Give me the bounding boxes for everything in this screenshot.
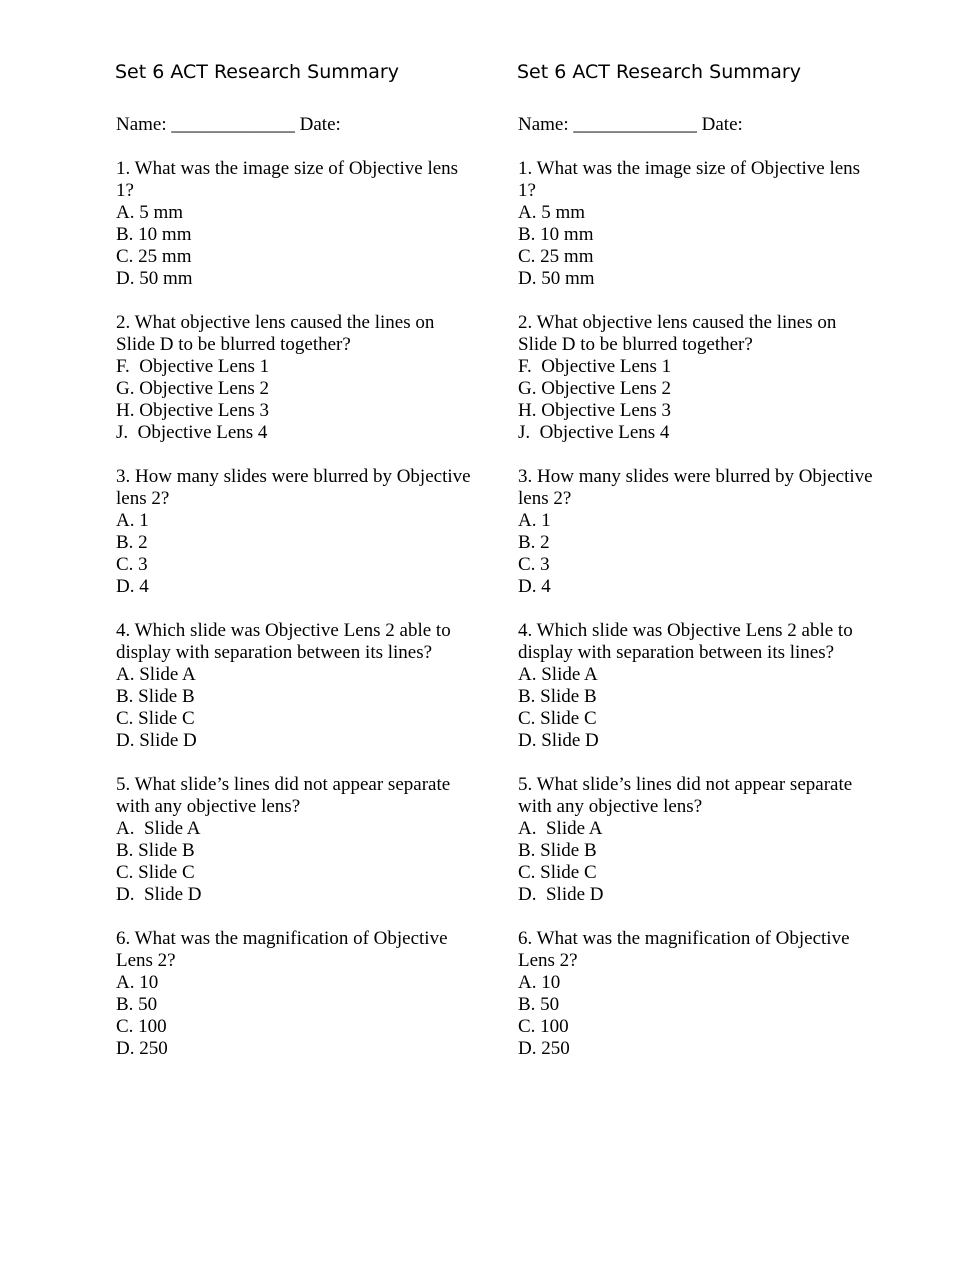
question-text: 3. How many slides were blurred by Objective lens 2? — [518, 466, 873, 509]
question-list — [116, 158, 476, 1060]
answer-option: B. Slide B — [518, 686, 597, 707]
answer-option: C. 3 — [518, 554, 550, 575]
answer-option: A. 5 mm — [116, 202, 184, 223]
answer-option: A. 1 — [116, 510, 149, 531]
question-text: 3. How many slides were blurred by Objective lens 2? — [116, 466, 471, 509]
question-text: 2. What objective lens caused the lines on Slide D to be blurred together? — [116, 312, 435, 355]
answer-option: D. Slide D — [518, 730, 599, 751]
question-5 — [116, 774, 476, 906]
answer-option: A. Slide A — [116, 664, 196, 685]
answer-option: C. 25 mm — [116, 246, 192, 267]
answer-option: D. 4 — [518, 576, 551, 597]
worksheet-title: Set 6 ACT Research Summary — [115, 61, 399, 83]
answer-option: C. 3 — [116, 554, 148, 575]
answer-option: B. 2 — [116, 532, 148, 553]
question-4 — [116, 620, 476, 752]
answer-option: D. 50 mm — [518, 268, 595, 289]
answer-option: B. 2 — [518, 532, 550, 553]
answer-option: G. Objective Lens 2 — [518, 378, 672, 399]
answer-option: A. 10 — [116, 972, 159, 993]
question-text: 4. Which slide was Objective Lens 2 able to display with separation between its lines? — [518, 620, 853, 663]
answer-option: A. Slide A — [518, 818, 603, 839]
question-text: 5. What slide’s lines did not appear separate with any objective lens? — [518, 774, 853, 817]
question-6 — [116, 928, 476, 1060]
answer-option: A. Slide A — [116, 818, 201, 839]
question-list — [518, 158, 878, 1060]
question-1 — [518, 158, 878, 290]
question-2 — [116, 312, 476, 444]
question-2 — [518, 312, 878, 444]
answer-option: C. 100 — [116, 1016, 167, 1037]
answer-option: C. Slide C — [518, 862, 597, 883]
answer-option: G. Objective Lens 2 — [116, 378, 270, 399]
answer-option: B. 10 mm — [116, 224, 192, 245]
question-1 — [116, 158, 476, 290]
answer-option: C. Slide C — [116, 708, 195, 729]
answer-option: D. Slide D — [116, 730, 197, 751]
question-5 — [518, 774, 878, 906]
answer-option: D. 50 mm — [116, 268, 193, 289]
answer-option: D. 250 — [116, 1038, 168, 1059]
question-6 — [518, 928, 878, 1060]
answer-option: B. Slide B — [116, 840, 195, 861]
answer-option: A. Slide A — [518, 664, 598, 685]
worksheet-column-left — [116, 58, 476, 1060]
answer-option: D. 4 — [116, 576, 149, 597]
question-text: 4. Which slide was Objective Lens 2 able to display with separation between its lines? — [116, 620, 451, 663]
question-4 — [518, 620, 878, 752]
answer-option: C. Slide C — [116, 862, 195, 883]
answer-option: D. Slide D — [116, 884, 202, 905]
question-text: 6. What was the magnification of Objective Lens 2? — [116, 928, 448, 971]
answer-option: H. Objective Lens 3 — [116, 400, 270, 421]
answer-option: J. Objective Lens 4 — [116, 422, 268, 443]
question-text: 5. What slide’s lines did not appear separate with any objective lens? — [116, 774, 451, 817]
answer-option: D. Slide D — [518, 884, 604, 905]
answer-option: F. Objective Lens 1 — [518, 356, 672, 377]
name-date-line: Name: _____________ Date: — [518, 114, 743, 135]
answer-option: D. 250 — [518, 1038, 570, 1059]
answer-option: B. Slide B — [116, 686, 195, 707]
answer-option: A. 1 — [518, 510, 551, 531]
question-text: 6. What was the magnification of Objective Lens 2? — [518, 928, 850, 971]
question-text: 1. What was the image size of Objective lens 1? — [116, 158, 459, 201]
question-text: 2. What objective lens caused the lines on Slide D to be blurred together? — [518, 312, 837, 355]
answer-option: F. Objective Lens 1 — [116, 356, 270, 377]
worksheet-column-right — [518, 58, 878, 1060]
answer-option: J. Objective Lens 4 — [518, 422, 670, 443]
answer-option: A. 10 — [518, 972, 561, 993]
answer-option: A. 5 mm — [518, 202, 586, 223]
answer-option: B. 10 mm — [518, 224, 594, 245]
question-3 — [518, 466, 878, 598]
answer-option: B. 50 — [518, 994, 560, 1015]
answer-option: B. Slide B — [518, 840, 597, 861]
name-date-line: Name: _____________ Date: — [116, 114, 341, 135]
answer-option: B. 50 — [116, 994, 158, 1015]
answer-option: C. Slide C — [518, 708, 597, 729]
question-text: 1. What was the image size of Objective lens 1? — [518, 158, 861, 201]
answer-option: H. Objective Lens 3 — [518, 400, 672, 421]
answer-option: C. 100 — [518, 1016, 569, 1037]
answer-option: C. 25 mm — [518, 246, 594, 267]
question-3 — [116, 466, 476, 598]
worksheet-title: Set 6 ACT Research Summary — [517, 61, 801, 83]
